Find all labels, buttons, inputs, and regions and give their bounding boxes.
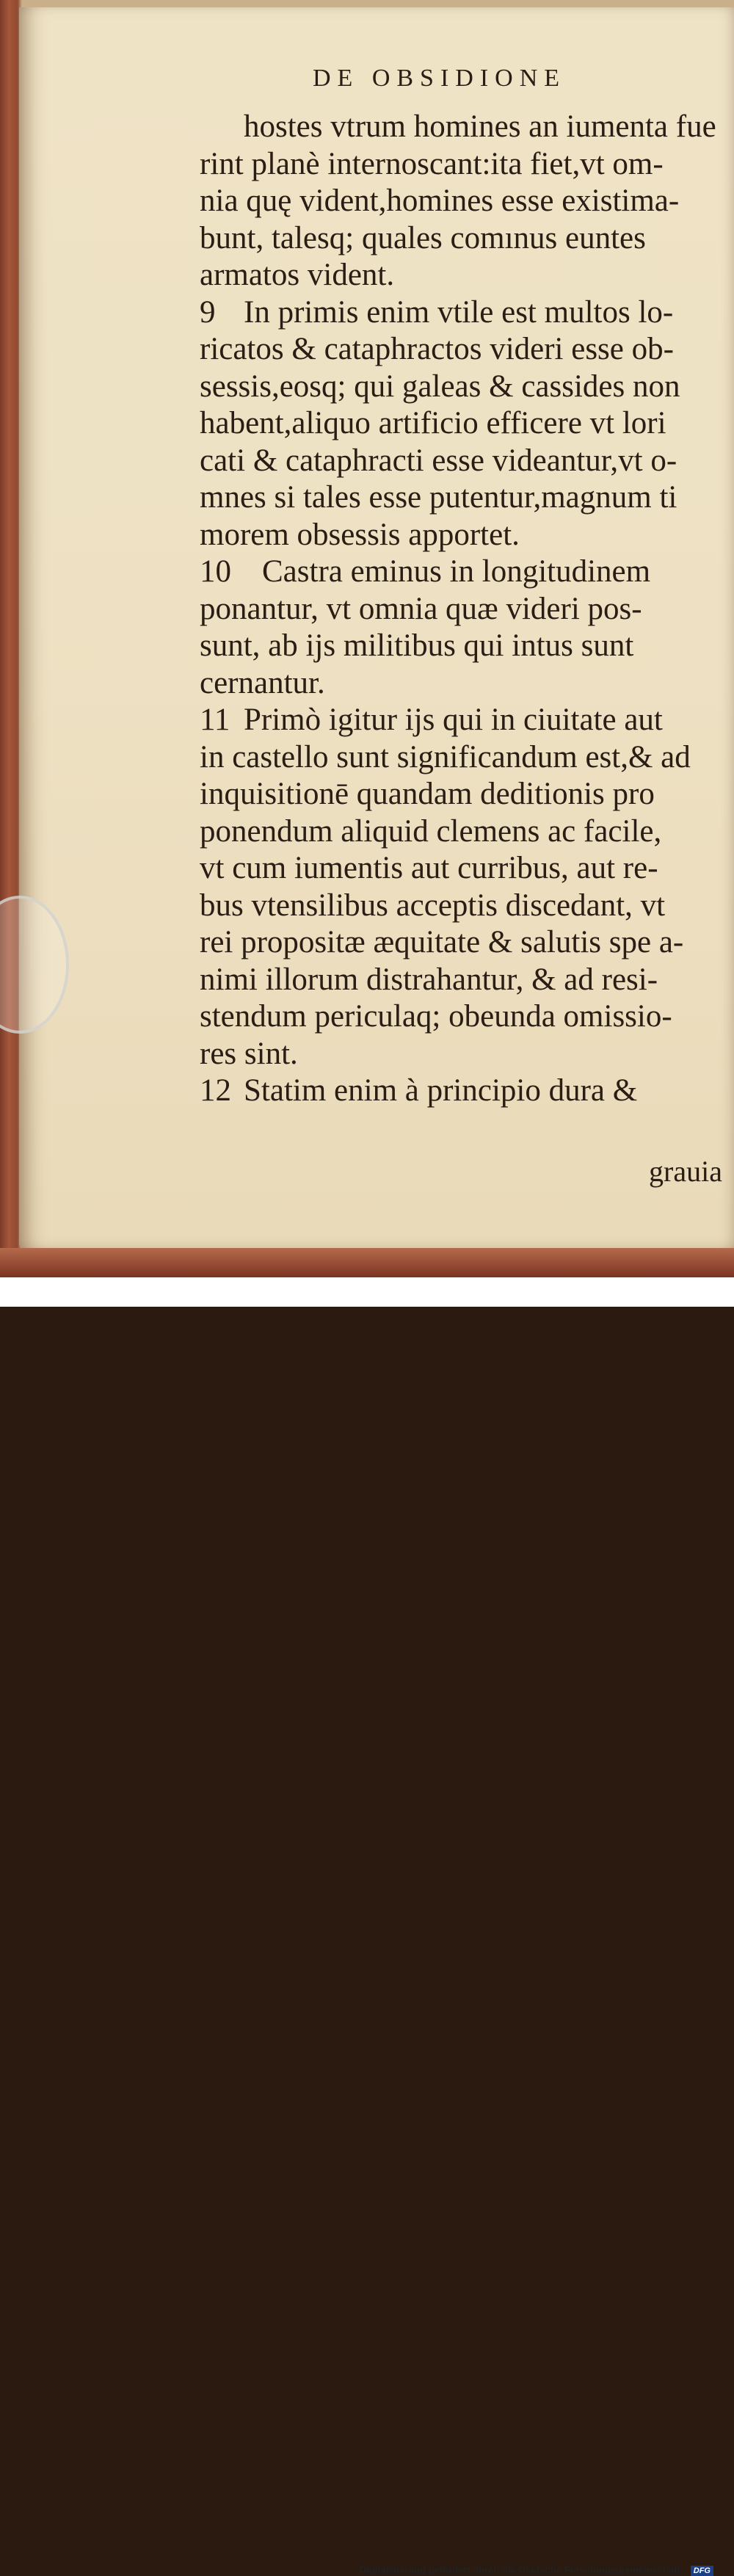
catchword: grauia [649,1155,722,1188]
text-line: mnes si tales esse putentur,magnum ti [200,480,677,515]
section-number: 12 [200,1073,231,1108]
book-page [19,7,734,1248]
text-line: rei propositæ æquitate & salutis spe a- [200,925,684,959]
text-line: cati & cataphracti esse videantur,vt o- [200,443,677,478]
footer-strip [0,1277,734,2575]
text-line: in castello sunt significandum est,& ad [200,739,691,774]
text-line: habent,aliquo artificio efficere vt lori [200,406,666,440]
text-line: rint planè internoscant:ita fiet,vt om- [200,146,664,181]
text-line: ponendum aliquid clemens ac facile, [200,813,662,849]
book-bottom-edge [0,1248,734,1277]
text-line: bus vtensilibus acceptis discedant, vt [200,888,666,923]
text-line: 10 Castra eminus in longitudinem [200,554,728,591]
text-line: 12 Statim enim à principio dura & [200,1073,728,1110]
text-line: 11 Primò igitur ijs qui in ciuitate aut [200,702,728,739]
text-line: vt cum iumentis aut curribus, aut re- [200,851,658,885]
credit-text: Digitalisierung gefördert durch die Deutsche Forschungsgemeinschaft - [359,2564,686,2575]
text-line: sunt, ab ijs militibus qui intus sunt [200,628,634,663]
text-line: ponantur, vt omnia quæ videri pos- [200,591,642,626]
dfg-logo: DFG [691,2566,713,2576]
text-line: nimi illorum distrahantur, & ad resi- [200,962,658,997]
section-number: 9 [200,294,216,330]
text-line: stendum periculaq; obeunda omissio- [200,999,672,1034]
section-number: 11 [200,703,230,737]
text-line: cernantur. [200,665,325,700]
text-line: nia quę vident,homines esse existima- [200,184,680,218]
section-number: 10 [200,554,231,589]
running-head: DE OBSIDIONE [313,65,567,92]
page-text [200,109,728,1110]
text-line: ricatos & cataphractos videri esse ob- [200,332,674,366]
text-line: morem obsessis apportet. [200,517,520,552]
text-line: 9 In primis enim vtile est multos lo- [200,294,728,332]
text-line: sessis,eosq; qui galeas & cassides non [200,369,680,404]
text-line: inquisitionē quandam deditionis pro [200,777,655,811]
text-line: hostes vtrum homines an iumenta fue [244,109,716,144]
digitization-credit [360,2564,713,2576]
text-line: armatos vident. [200,258,395,292]
text-line: bunt, talesq; quales comınus euntes [200,220,646,255]
text-line: res sint. [200,1036,298,1071]
